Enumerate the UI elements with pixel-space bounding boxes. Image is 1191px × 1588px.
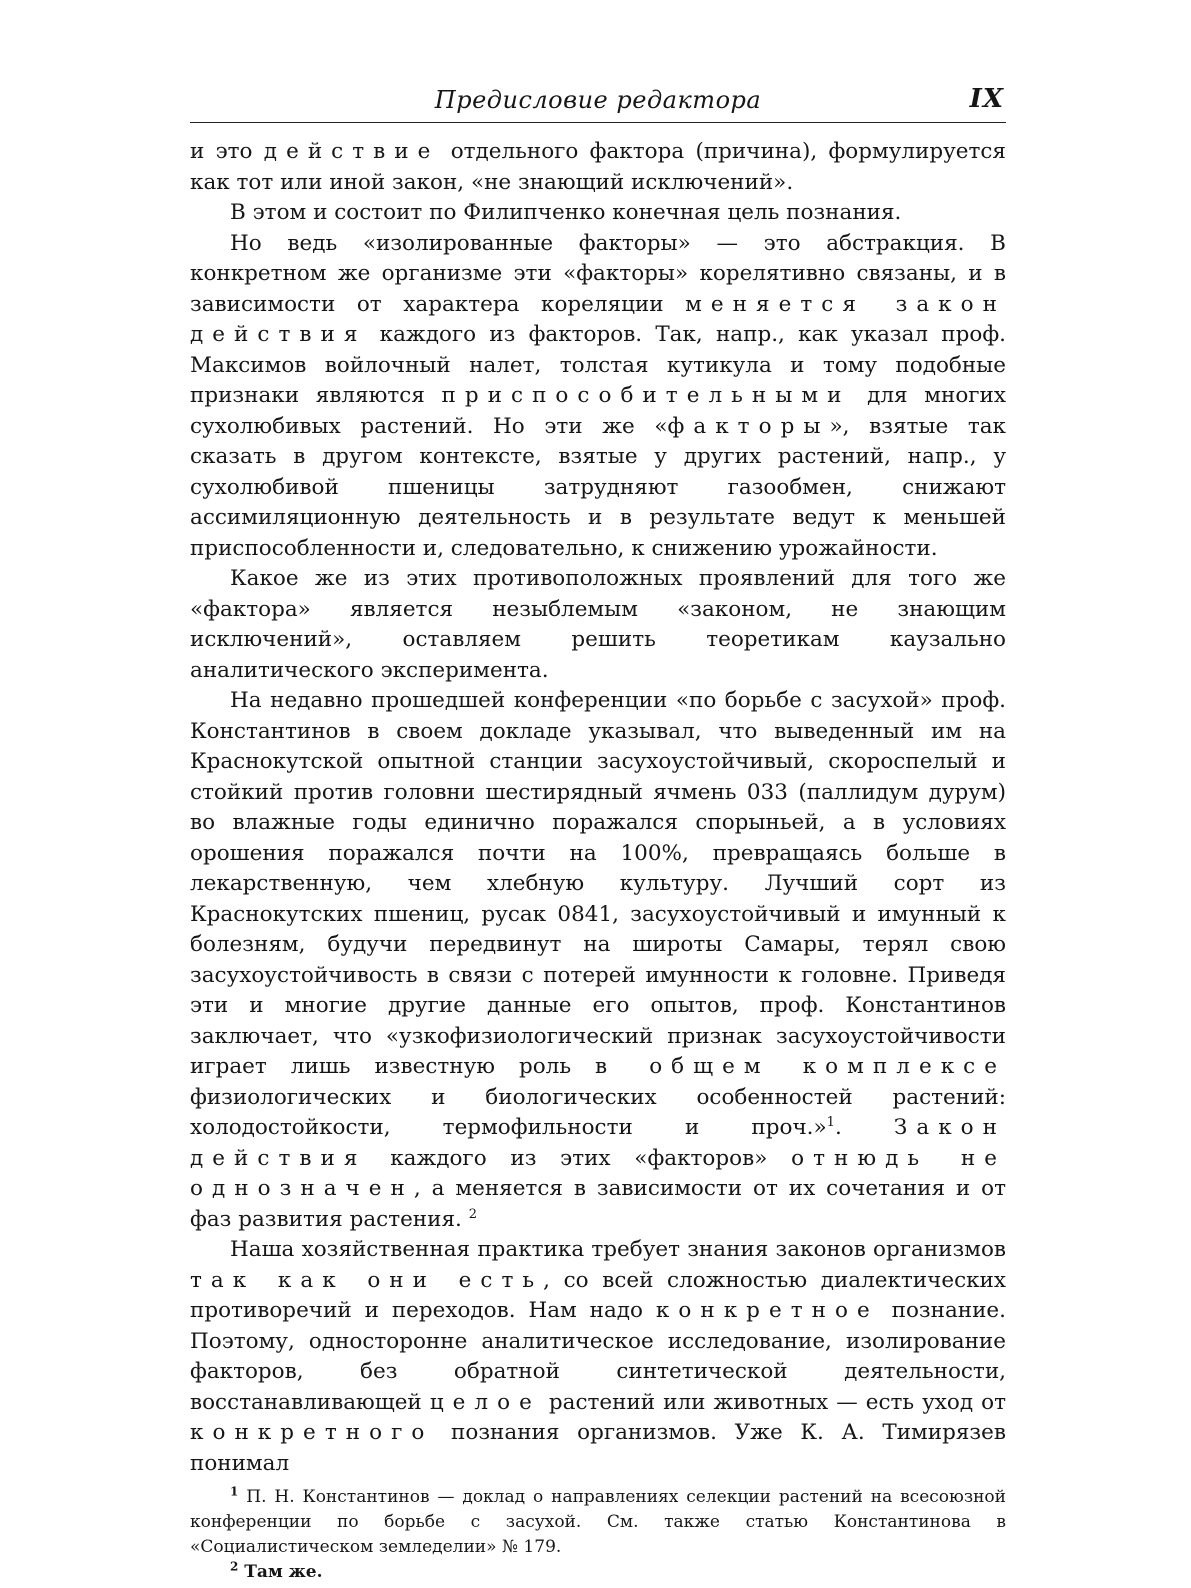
text-run: отдельного фактора (причина), формулируется как тот или иной закон, «не знающий исключений». bbox=[190, 139, 1006, 195]
text-run: , со всей сложностью диалектических противоречий и переходов. Нам надо bbox=[190, 1267, 1007, 1323]
spaced-emphasis: целое bbox=[429, 1389, 541, 1415]
spaced-emphasis: конкретное bbox=[655, 1298, 879, 1323]
footnote-ref: 1 bbox=[826, 1114, 835, 1130]
footnote-mark: 1 bbox=[230, 1484, 239, 1499]
text-run: растений или животных — есть уход от bbox=[540, 1389, 1006, 1415]
running-header bbox=[190, 82, 1006, 123]
spaced-emphasis: так как они есть bbox=[190, 1267, 544, 1293]
paragraph bbox=[190, 564, 1006, 686]
paragraph bbox=[190, 137, 1006, 198]
footnotes bbox=[190, 1485, 1006, 1585]
text-run: физиологических и биологических особенностей растений: холодостойкости, термофильности и проч.» bbox=[190, 1084, 1006, 1140]
spaced-emphasis: действие bbox=[263, 139, 440, 164]
text-run: для многих сухолюбивых растений. Но эти же « bbox=[190, 383, 1006, 439]
spaced-emphasis: факторы bbox=[667, 413, 830, 439]
spaced-emphasis: меняется закон действия bbox=[190, 291, 1006, 347]
spaced-emphasis: отнюдь не однозначен bbox=[190, 1145, 1006, 1201]
running-title: Предисловие редактора bbox=[434, 86, 762, 114]
text-run: Наша хозяйственная практика требует знания законов организмов bbox=[230, 1237, 1006, 1262]
page-number: IX bbox=[969, 84, 1004, 114]
spaced-emphasis: Закон действия bbox=[190, 1115, 1006, 1171]
footnote-text: П. Н. Константинов — доклад о направлениях селекции растений на всесоюзной конференции по борьбе с засухой. См. также статью Константинова в «Социалистическом земледелии» № 179. bbox=[190, 1487, 1006, 1557]
paragraph bbox=[190, 198, 1006, 229]
paragraph bbox=[190, 1235, 1006, 1479]
text-run: На недавно прошедшей конференции «по борьбе с засухой» проф. Константинов в своем докладе указывал, что выведенный им на Краснокутской опытной станции засухоустойчивый, скороспелый и стойкий против головни шестирядный ячмень 033 (паллидум дурум) во влажные годы единично поражался спорыньей, а в условиях орошения поражался почти на 100%, превращаясь больше в лекарственную, чем хлебную культуру. Лучший сорт из Краснокутских пшениц, русак 0841, засухоустойчивый и имунный к болезням, будучи передвинут на широты Самары, терял свою засухоустойчивость в связи с потерей имунности к головне. Приведя эти и многие другие данные его опытов, проф. Константинов заключает, что «узкофизиологический признак засухоустойчивости играет лишь известную роль bbox=[190, 688, 1006, 1079]
spaced-emphasis: конкретного bbox=[190, 1420, 434, 1445]
paragraph bbox=[190, 686, 1006, 1235]
footnote bbox=[190, 1560, 1006, 1585]
text-run: и это bbox=[190, 139, 264, 164]
footnote bbox=[190, 1485, 1006, 1560]
text-run: . bbox=[834, 1115, 894, 1140]
text-run: познания организмов. Уже К. А. Тимирязев понимал bbox=[190, 1420, 1006, 1476]
spaced-emphasis: в общем комплексе bbox=[595, 1054, 1006, 1079]
spaced-emphasis: приспособительными bbox=[441, 383, 851, 408]
text-run: Какое же из этих противоположных проявлений для того же «фактора» является незыблемым «законом, не знающим исключений», оставляем решить теоретикам каузально аналитического эксперимента. bbox=[190, 566, 1006, 683]
text-run: каждого из этих «факторов» bbox=[366, 1145, 792, 1171]
text-run: Но ведь «изолированные факторы» — это абстракция. В конкретном же организме эти «факторы» корелятивно связаны, и в зависимости от характера кореляции bbox=[190, 230, 1006, 317]
footnote-mark: 2 bbox=[230, 1559, 239, 1574]
footnote-text: Там же. bbox=[238, 1562, 323, 1582]
footnote-ref: 2 bbox=[468, 1206, 477, 1222]
text-run: познание. Поэтому, односторонне аналитическое исследование, изолирование факторов, без обратной синтетической деятельности, восстанавливающей bbox=[190, 1298, 1006, 1415]
text-run: В этом и состоит по Филипченко конечная цель познания. bbox=[230, 200, 902, 225]
body-text bbox=[190, 137, 1006, 1479]
paragraph bbox=[190, 229, 1006, 565]
text-run: , а меняется в зависимости от их сочетания и от фаз развития растения. bbox=[190, 1176, 1006, 1232]
text-run: », взятые так сказать в другом контексте, взятые у других растений, напр., у сухолюбивой пшеницы затрудняют газообмен, снижают ассимиляционную деятельность и в результате ведут к меньшей приспособленности и, следовательно, к снижению урожайности. bbox=[190, 413, 1006, 561]
book-page bbox=[190, 82, 1006, 1585]
text-run: каждого из факторов. Так, напр., как указал проф. Максимов войлочный налет, толстая кутикула и тому подобные признаки являются bbox=[190, 322, 1006, 408]
